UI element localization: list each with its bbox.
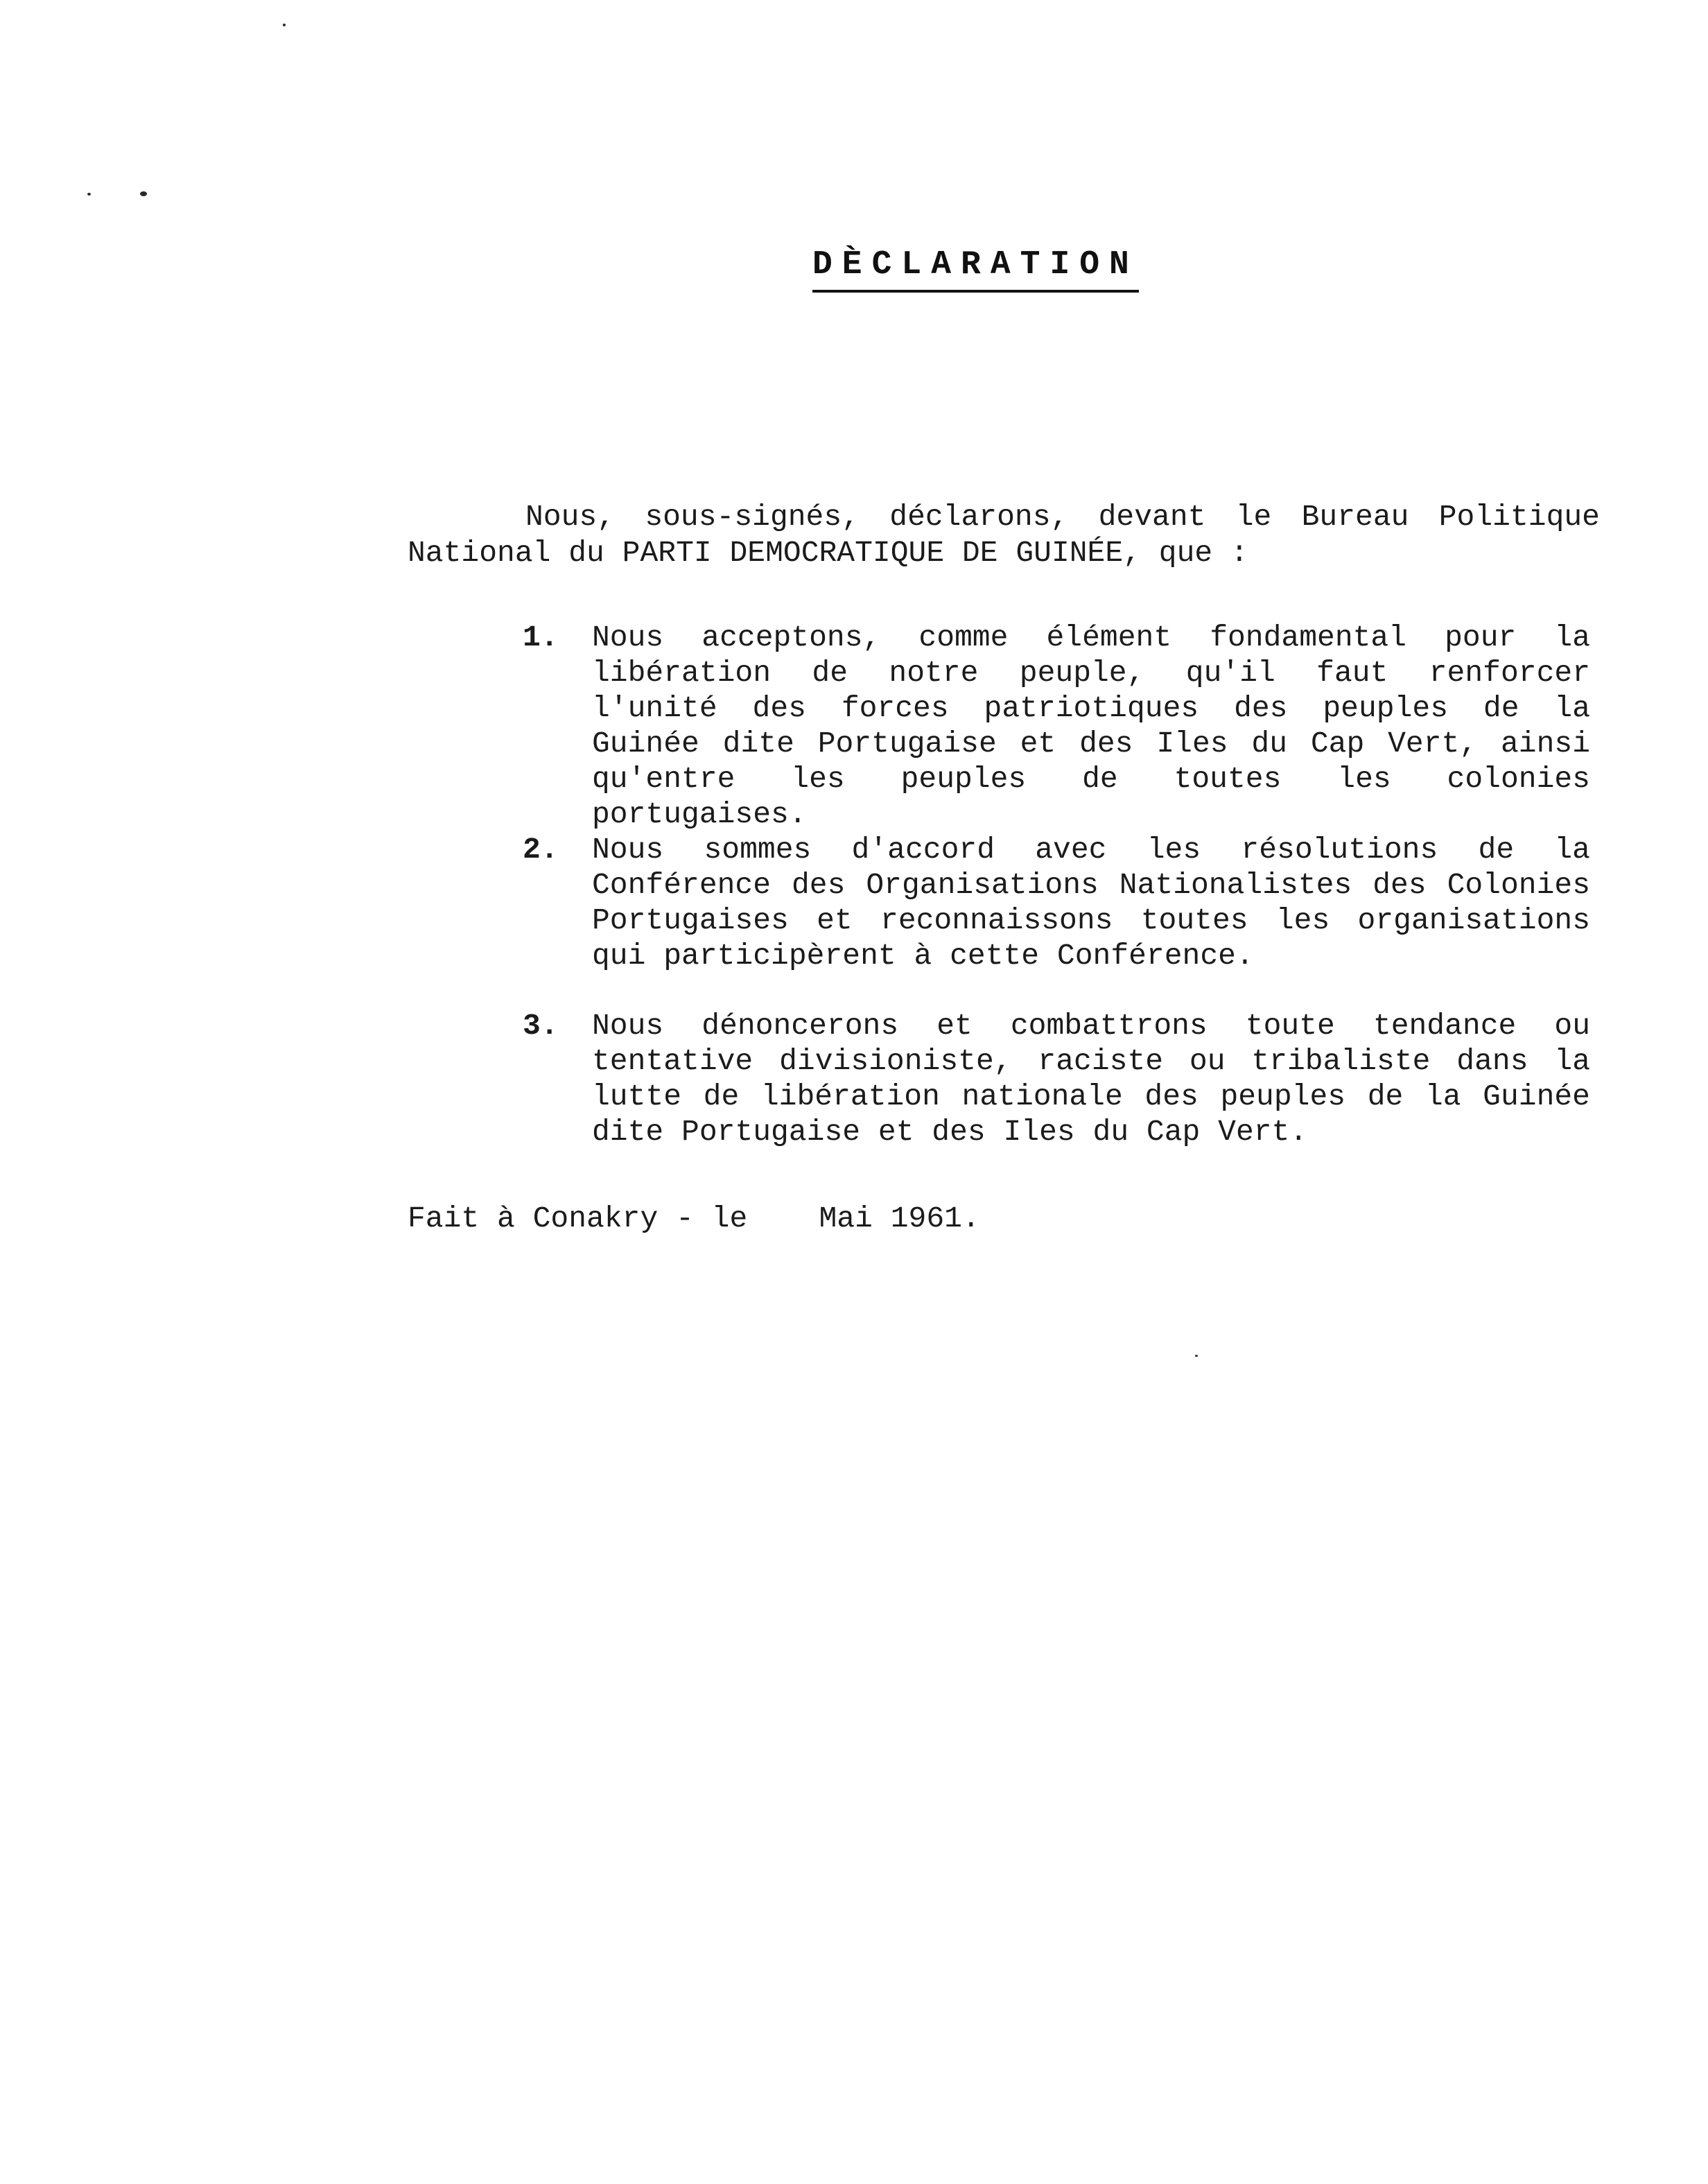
- scan-speck: [87, 193, 91, 196]
- intro-paragraph: Nous, sous-signés, déclarons, devant le Bureau Politique National du PARTI DEMOCRATIQUE DE GUINÉE, que :: [408, 500, 1600, 570]
- item-number: 1.: [523, 621, 559, 655]
- item-number: 2.: [523, 833, 559, 867]
- scan-speck: [1195, 1355, 1198, 1357]
- scan-speck: [140, 191, 147, 196]
- item-text: Nous dénoncerons et combattrons toute tendance ou tentative divisioniste, raciste ou tribaliste dans la lutte de libération nationale des peuples de la Guinée dite Portugaise et des Iles du Cap Vert.: [592, 1009, 1590, 1149]
- document-title: DÈCLARATION: [812, 244, 1139, 293]
- item-number: 3.: [523, 1009, 559, 1043]
- item-text: Nous acceptons, comme élément fondamental pour la libération de notre peuple, qu'il faut renforcer l'unité des forces patriotiques des peuples de la Guinée dite Portugaise et des Iles du Cap Vert, ainsi qu'entre les peuples de toutes les colonies portugaises.: [592, 621, 1590, 831]
- scan-speck: [283, 24, 286, 26]
- item-text: Nous sommes d'accord avec les résolutions de la Conférence des Organisations Nationalistes des Colonies Portugaises et reconnaissons toutes les organisations qui participèrent à cette Conférence.: [592, 833, 1590, 973]
- closing-line: Fait à Conakry - le Mai 1961.: [408, 1202, 980, 1236]
